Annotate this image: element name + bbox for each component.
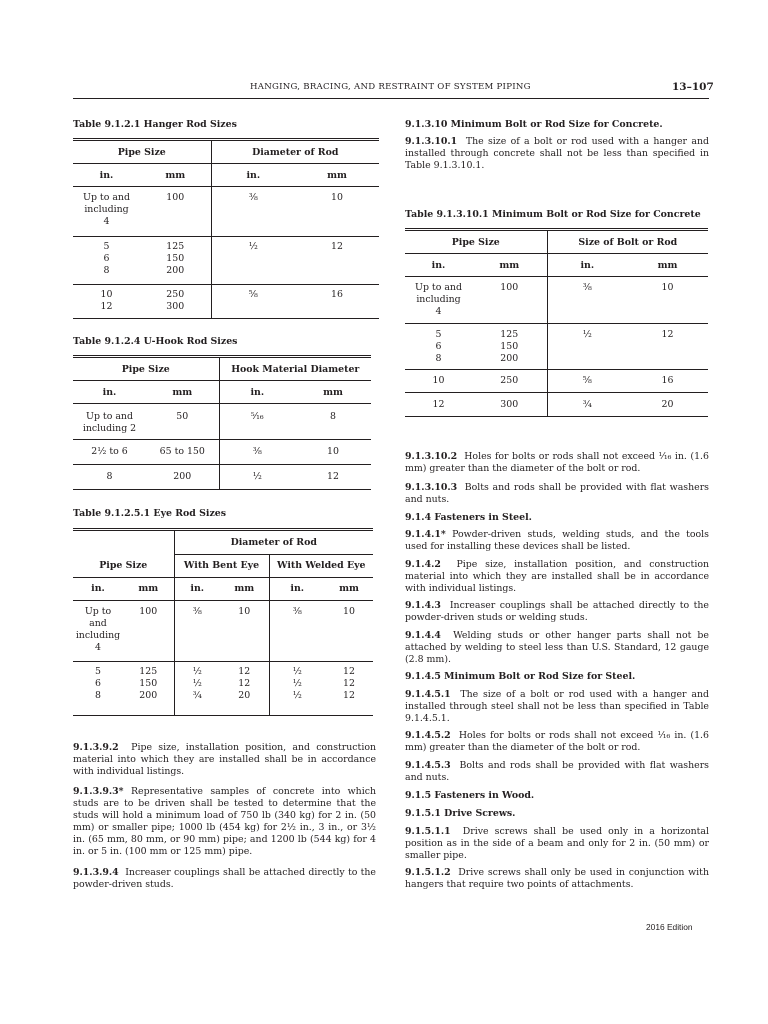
paragraph-9-1-5-1-2: 9.1.5.1.2 Drive screws shall only be used in conjunction with hangers that require two points of attachments. [405,867,709,890]
header-pipe-size: Pipe Size [99,559,148,571]
table-row [73,285,379,319]
cell-pipe-in: 10 [432,375,445,386]
cell-pipe-in: Up to and including 2 [82,411,137,434]
header-mm: mm [472,254,547,277]
paragraph-9-1-3-9-4: 9.1.3.9.4 Increaser couplings shall be attached directly to the powder-driven studs. [73,867,376,890]
cell-bolt-mm: 12 [627,324,708,370]
cell-bent-mm: 10 [238,605,251,617]
cell-hook-mm: 8 [295,404,371,440]
heading-9-1-4-5: 9.1.4.5 Minimum Bolt or Rod Size for Steel. [405,671,636,682]
table-9-1-2-5-1-title: Table 9.1.2.5.1 Eye Rod Sizes [73,508,227,519]
cell-hook-mm: 12 [295,465,371,490]
cell-bolt-mm: 20 [627,393,708,417]
header-in: in. [405,254,472,277]
cell-pipe-in: 10 12 [100,289,113,312]
header-with-bent-eye: With Bent Eye [174,554,269,577]
paragraph-9-1-4-3: 9.1.4.3 Increaser couplings shall be attached directly to the powder-driven studs or welding studs. [405,600,709,623]
header-in: in. [211,164,295,187]
cell-welded-mm: 10 [343,605,355,617]
table-9-1-2-1-title: Table 9.1.2.1 Hanger Rod Sizes [73,119,237,130]
table-9-1-2-4-title: Table 9.1.2.4 U-Hook Rod Sizes [73,336,238,347]
paragraph-9-1-3-9-3: 9.1.3.9.3* Representative samples of concrete into which studs are to be driven shall be tested to determine that the studs will hold a minimum load of 750 lb (340 kg) for 2 in. (50 mm) or smaller pipe; 1000 lb (454 kg) for 2½ in., 3 in., or 3½ in. (65 mm, 80 mm, or 90 mm) pipe; and 1200 lb (544 kg) for 4 in. or 5 in. (100 mm or 125 mm) pipe. [73,786,376,857]
cell-pipe-mm: 50 [146,404,219,440]
cell-rod-in: ⅝ [211,285,295,319]
cell-bolt-in: ⅜ [547,277,627,324]
cell-pipe-mm: 100 [500,282,519,293]
cell-hook-in: ⁵⁄₁₆ [219,404,295,440]
paragraph-9-1-4-5-3: 9.1.4.5.3 Bolts and rods shall be provided with flat washers and nuts. [405,760,709,783]
cell-bolt-in: ⅝ [547,370,627,393]
cell-bent-in: ½ ½ ¾ [192,665,202,701]
cell-rod-in: ½ [211,237,295,285]
heading-9-1-4: 9.1.4 Fasteners in Steel. [405,512,532,523]
heading-9-1-5: 9.1.5 Fasteners in Wood. [405,790,535,801]
paragraph-9-1-4-4: 9.1.4.4 Welding studs or other hanger parts shall not be attached by welding to steel less than U.S. Standard, 12 gauge (2.8 mm). [405,630,709,665]
table-row [73,440,371,465]
table-row [73,465,371,490]
cell-rod-in: ⅜ [211,187,295,237]
cell-pipe-mm: 100 [139,605,158,617]
table-row [73,187,379,237]
table-row [405,277,708,324]
table-row [405,370,708,393]
header-in: in. [219,381,295,404]
header-in: in. [547,254,627,277]
cell-pipe-mm: 65 to 150 [146,440,219,465]
cell-hook-in: ½ [219,465,295,490]
header-in: in. [73,164,140,187]
cell-pipe-in: Up to and including 4 [83,192,130,227]
paragraph-9-1-4-2: 9.1.4.2 Pipe size, installation position, and construction material into which they are installed shall be in accordance with individual listings. [405,559,709,594]
cell-welded-in: ½ ½ ½ [292,665,302,701]
cell-bolt-mm: 16 [627,370,708,393]
cell-rod-mm: 12 [295,237,379,285]
header-mm: mm [123,577,174,600]
header-size-of-bolt-or-rod: Size of Bolt or Rod [547,230,708,254]
table-row [73,237,379,285]
header-mm: mm [146,381,219,404]
table-row [405,324,708,370]
paragraph-9-1-3-10-3: 9.1.3.10.3 Bolts and rods shall be provided with flat washers and nuts. [405,482,709,505]
header-with-welded-eye: With Welded Eye [269,554,373,577]
cell-welded-mm: 12 12 12 [343,665,355,701]
header-diameter-of-rod: Diameter of Rod [211,140,379,164]
header-mm: mm [220,577,269,600]
header-rule [73,98,709,99]
header-mm: mm [295,381,371,404]
paragraph-9-1-5-1-1: 9.1.5.1.1 Drive screws shall be used only in a horizontal position as in the side of a beam and only for 2 in. (50 mm) or smaller pipe. [405,826,709,861]
table-row [73,600,373,661]
table-row [73,404,371,440]
table-row [73,661,373,715]
paragraph-9-1-3-10-1: 9.1.3.10.1 The size of a bolt or rod used with a hanger and installed through concrete shall not be less than specified in Table 9.1.3.10.1. [405,136,709,171]
header-mm: mm [295,164,379,187]
cell-pipe-in: 2½ to 6 [91,446,128,457]
cell-pipe-mm: 125 150 200 [139,665,158,701]
cell-bolt-in: ¾ [547,393,627,417]
cell-pipe-mm: 250 [500,375,519,386]
header-mm: mm [140,164,211,187]
cell-pipe-mm: 300 [500,399,519,410]
cell-pipe-in: 12 [432,399,445,410]
heading-9-1-5-1: 9.1.5.1 Drive Screws. [405,808,516,819]
header-diameter-of-rod: Diameter of Rod [174,530,373,555]
cell-pipe-mm: 250 300 [166,289,185,312]
table-eye-rod-sizes [73,528,373,716]
header-mm: mm [325,577,373,600]
table-hanger-rod-sizes [73,138,379,319]
cell-hook-mm: 10 [295,440,371,465]
cell-pipe-in: Up to and including 4 [75,605,121,653]
header-in: in. [73,381,146,404]
running-header-title: HANGING, BRACING, AND RESTRAINT OF SYSTEM PIPING [250,82,531,92]
cell-bolt-mm: 10 [627,277,708,324]
header-in: in. [73,577,123,600]
header-in: in. [174,577,220,600]
paragraph-9-1-4-5-1: 9.1.4.5.1 The size of a bolt or rod used with a hanger and installed through steel shall not be less than specified in Table 9.1.4.5.1. [405,689,709,724]
paragraph-9-1-4-1: 9.1.4.1* Powder-driven studs, welding studs, and the tools used for installing these devices shall be listed. [405,529,709,552]
paragraph-9-1-3-10-2: 9.1.3.10.2 Holes for bolts or rods shall not exceed ¹⁄₁₆ in. (1.6 mm) greater than the diameter of the bolt or rod. [405,451,709,474]
table-9-1-3-10-1-title: Table 9.1.3.10.1 Minimum Bolt or Rod Size for Concrete [405,209,701,220]
table-row [405,393,708,417]
header-mm: mm [627,254,708,277]
header-pipe-size: Pipe Size [73,357,219,381]
header-in: in. [269,577,325,600]
header-pipe-size: Pipe Size [73,140,211,164]
paragraph-9-1-4-5-2: 9.1.4.5.2 Holes for bolts or rods shall not exceed ¹⁄₁₆ in. (1.6 mm) greater than the diameter of the bolt or rod. [405,730,709,753]
table-u-hook-rod-sizes [73,355,371,490]
edition-label: 2016 Edition [646,922,693,932]
cell-bent-mm: 12 12 20 [238,665,251,701]
cell-welded-in: ⅜ [292,605,302,617]
cell-bent-in: ⅜ [192,605,202,617]
cell-pipe-mm: 125 150 200 [166,241,185,276]
page-number: 13–107 [672,81,714,93]
cell-rod-mm: 10 [295,187,379,237]
cell-pipe-in: 5 6 8 [95,665,101,701]
cell-pipe-in: Up to and including 4 [415,282,462,317]
cell-pipe-in: 5 6 8 [103,241,110,276]
paragraph-9-1-3-9-2: 9.1.3.9.2 Pipe size, installation position, and construction material into which they are installed shall be in accordance with individual listings. [73,742,376,777]
header-hook-material-diameter: Hook Material Diameter [219,357,371,381]
header-pipe-size: Pipe Size [405,230,547,254]
cell-pipe-mm: 125 150 200 [500,329,519,364]
heading-9-1-3-10: 9.1.3.10 Minimum Bolt or Rod Size for Concrete. [405,119,663,130]
cell-pipe-in: 5 6 8 [435,329,442,364]
table-min-bolt-rod-concrete [405,228,708,417]
cell-pipe-mm: 200 [146,465,219,490]
cell-hook-in: ⅜ [219,440,295,465]
cell-bolt-in: ½ [547,324,627,370]
cell-pipe-mm: 100 [166,192,185,203]
cell-rod-mm: 16 [295,285,379,319]
cell-pipe-in: 8 [106,471,113,482]
